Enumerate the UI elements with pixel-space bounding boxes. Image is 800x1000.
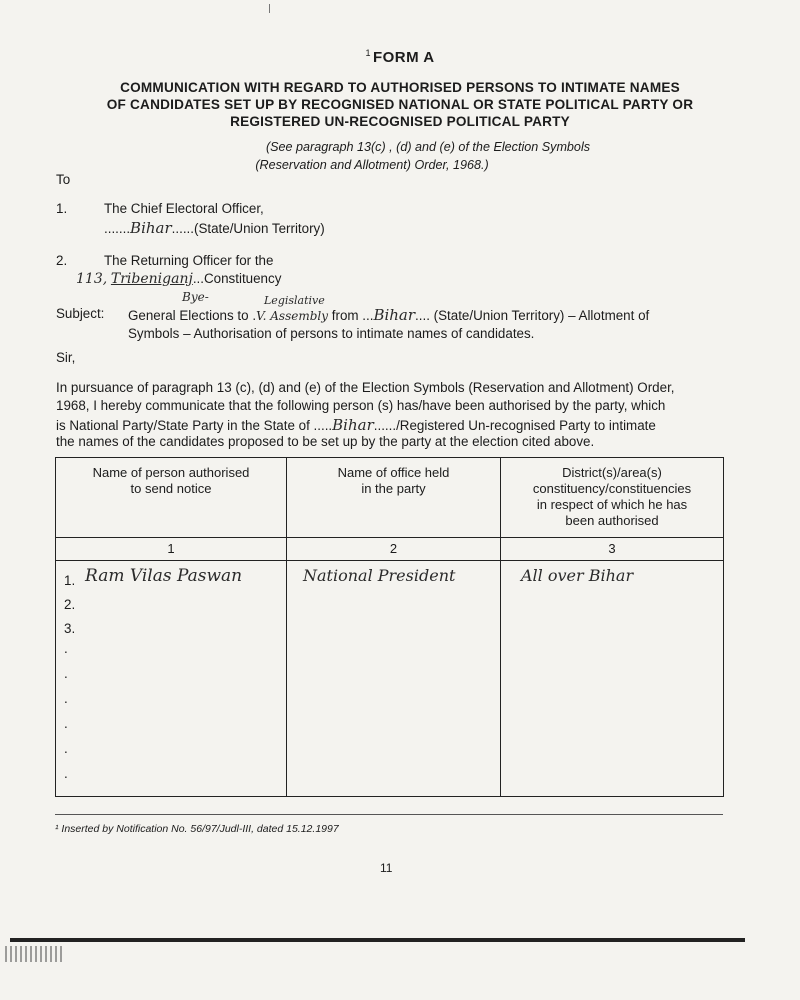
- handwritten-person-name: Ram Vilas Paswan: [85, 566, 243, 586]
- authorised-persons-table: [55, 457, 724, 797]
- reference-line-1: (See paragraph 13(c) , (d) and (e) of the Election Symbols: [265, 140, 591, 154]
- handwritten-legislative: Legislative: [264, 294, 325, 307]
- handwritten-paragraph-state: Bihar: [332, 416, 374, 434]
- column-number-2: 2: [287, 538, 501, 561]
- heading-line-1: COMMUNICATION WITH REGARD TO AUTHORISED PERSONS TO INTIMATE NAMES: [120, 80, 680, 95]
- column-number-1: 1: [56, 538, 287, 561]
- scan-specks: [5, 946, 65, 962]
- scan-edge-bar: [10, 938, 745, 942]
- paragraph-line-2: 1968, I hereby communicate that the following person (s) has/have been authorised by the party, which: [56, 398, 666, 413]
- row-dot: .: [64, 766, 68, 781]
- handwritten-assembly: V. Assembly: [256, 309, 329, 323]
- subject-label: Subject:: [56, 306, 105, 321]
- returning-officer: The Returning Officer for the: [104, 253, 274, 268]
- row-number-1: 1.: [64, 573, 76, 588]
- row-dot: .: [64, 641, 68, 656]
- subject-line-2: Symbols – Authorisation of persons to intimate names of candidates.: [128, 326, 535, 341]
- reference-line-2: (Reservation and Allotment) Order, 1968.): [255, 158, 489, 172]
- table-row: [56, 561, 724, 797]
- handwritten-bye: Bye-: [182, 290, 209, 304]
- row-dot: .: [64, 716, 68, 731]
- handwritten-office: National President: [303, 566, 456, 585]
- handwritten-state: Bihar: [130, 219, 172, 237]
- item-2-constituency-line: 113, Tribeniganj...Constituency: [76, 271, 282, 287]
- paragraph-line-3: is National Party/State Party in the State of .....Bihar....../Registered Un-recognised Party to intimate: [56, 416, 656, 434]
- cell-person-names: [56, 561, 287, 797]
- page-number: 11: [380, 861, 393, 875]
- scan-mark: [269, 4, 270, 13]
- item-1-state-line: .......Bihar......(State/Union Territory): [104, 219, 325, 237]
- handwritten-constituency-number: 113,: [76, 271, 108, 287]
- chief-electoral-officer: The Chief Electoral Officer,: [104, 201, 264, 216]
- table-column-number-row: [56, 538, 724, 561]
- footnote-divider: [55, 814, 723, 815]
- header-office-held: Name of office held in the party: [287, 458, 501, 538]
- row-number-2: 2.: [64, 597, 76, 612]
- subject-line-1: General Elections to .V. Assembly from ...Bihar.... (State/Union Territory) – Allotment of: [128, 306, 650, 324]
- table-header-row: [56, 458, 724, 538]
- to-label: To: [56, 172, 71, 187]
- header-district-area: District(s)/area(s) constituency/constituencies in respect of which he has been authorised: [501, 458, 724, 538]
- item-1-number: 1.: [56, 201, 68, 216]
- item-2-number: 2.: [56, 253, 68, 268]
- column-number-3: 3: [501, 538, 724, 561]
- heading-line-2: OF CANDIDATES SET UP BY RECOGNISED NATIONAL OR STATE POLITICAL PARTY OR: [106, 97, 694, 112]
- paragraph-line-1: In pursuance of paragraph 13 (c), (d) and (e) of the Election Symbols (Reservation and Allotment) Order,: [56, 380, 675, 395]
- cell-office-held: [287, 561, 501, 797]
- paragraph-line-4: the names of the candidates proposed to be set up by the party at the election cited above.: [56, 434, 595, 449]
- footnote: ¹ Inserted by Notification No. 56/97/Judl-III, dated 15.12.1997: [55, 823, 339, 835]
- heading-line-3: REGISTERED UN-RECOGNISED POLITICAL PARTY: [230, 114, 570, 129]
- cell-district-area: [501, 561, 724, 797]
- handwritten-constituency-name: Tribeniganj: [110, 271, 193, 287]
- form-title: $^1$ FORM A: [365, 48, 435, 66]
- row-dot: .: [64, 741, 68, 756]
- row-dot: .: [64, 666, 68, 681]
- header-person-name: Name of person authorised to send notice: [56, 458, 287, 538]
- row-number-3: 3.: [64, 621, 76, 636]
- salutation: Sir,: [56, 350, 76, 365]
- row-dot: .: [64, 691, 68, 706]
- handwritten-subject-state: Bihar: [373, 306, 416, 324]
- handwritten-area: All over Bihar: [521, 566, 634, 585]
